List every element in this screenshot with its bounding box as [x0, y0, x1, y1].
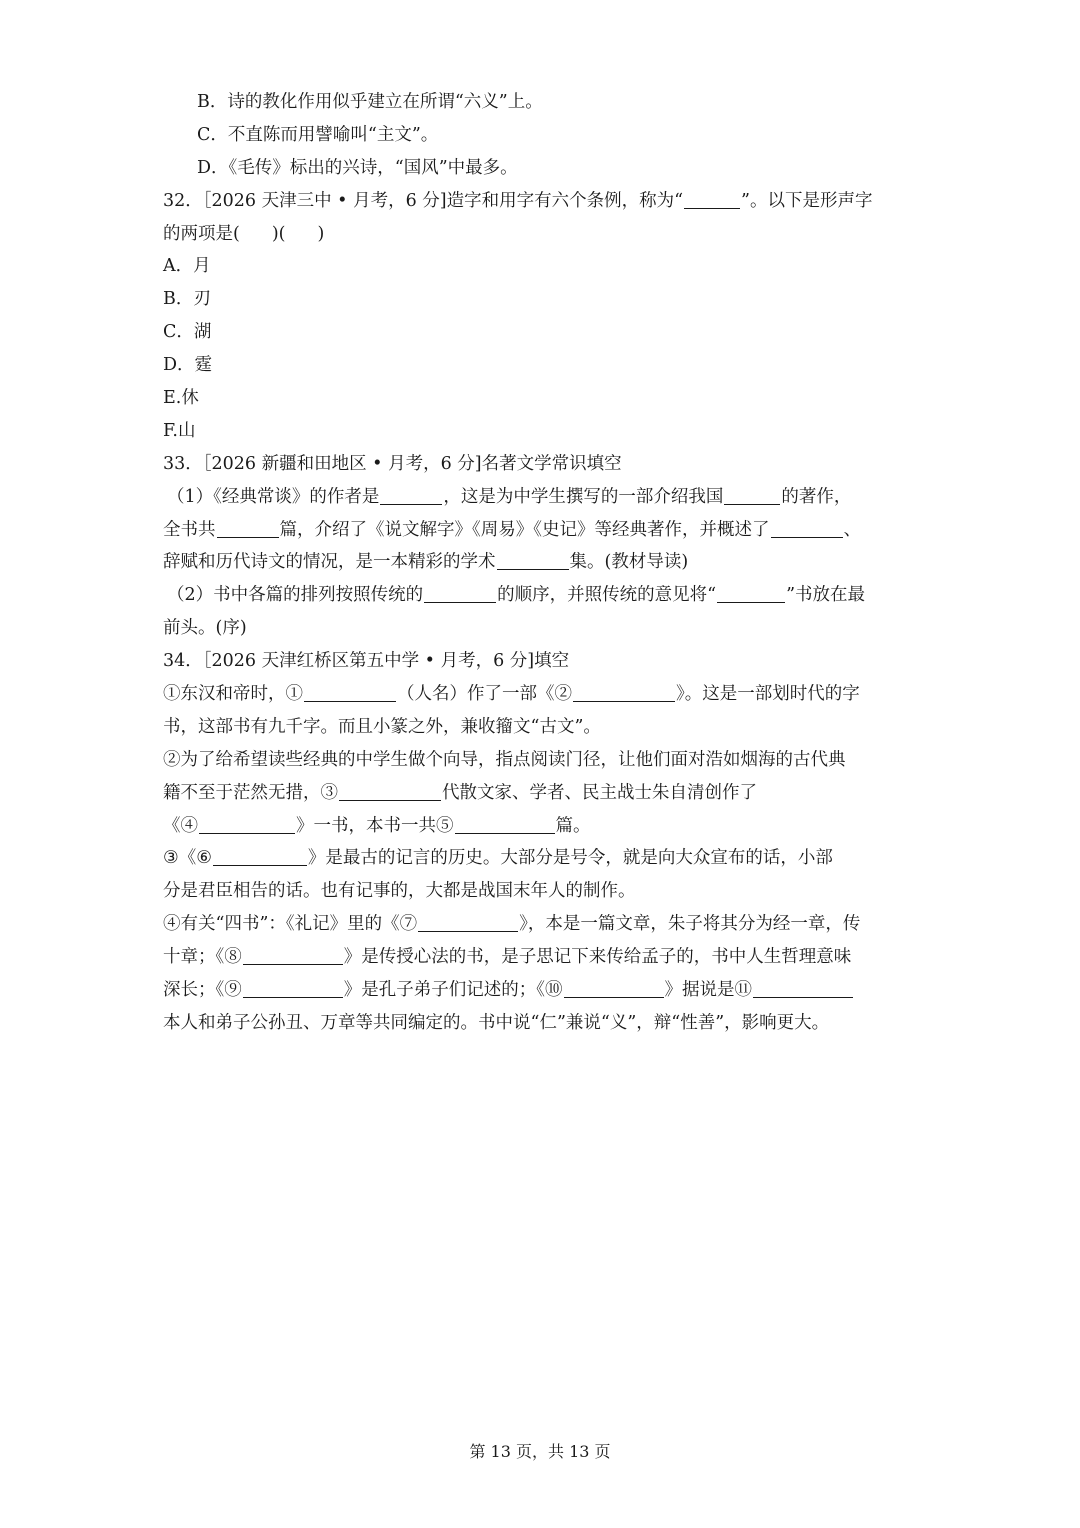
q34-text: ③《⑥	[163, 848, 212, 869]
q33-blank-topic[interactable]	[724, 483, 780, 505]
q34-text: ④有关“四书”：《礼记》里的《⑦	[163, 914, 418, 935]
q34-text: 》是孔子弟子们记述的；《⑩	[343, 980, 563, 1001]
q34-text: 篇。	[555, 815, 591, 836]
q31-option-d: D．《毛传》标出的兴诗，“国风”中最多。	[197, 157, 518, 178]
q34-text: 籍不至于茫然无措，③	[163, 782, 338, 803]
q31-option-c: C．不直陈而用譬喻叫“主文”。	[197, 124, 439, 145]
q34-s4-line3	[163, 974, 923, 1007]
q34-header: 34．［2026 天津红桥区第五中学 • 月考，6 分]填空	[163, 651, 570, 672]
page-number-footer: 第 13 页，共 13 页	[469, 1442, 611, 1461]
q34-s1-line2: 书，这部书有九千字。而且小篆之外，兼收籀文“古文”。	[163, 716, 601, 737]
q33-blank-author[interactable]	[380, 483, 442, 505]
q34-s3-line1	[163, 842, 923, 875]
q33-text: ，这是为中学生撰写的一部介绍我国	[443, 486, 724, 507]
q34-text: 》是最古的记言的历史。大部分是号令，就是向大众宣布的话，小部	[307, 848, 833, 869]
q34-blank-3[interactable]	[339, 779, 441, 801]
page-content	[163, 86, 923, 1040]
q33-part2-line1	[163, 579, 923, 612]
q34-text: ①东汉和帝时，①	[163, 684, 303, 705]
q33-text: （2）书中各篇的排列按照传统的	[167, 585, 424, 606]
q33-part2-line2: 前头。(序)	[163, 618, 247, 639]
q34-blank-7[interactable]	[418, 910, 518, 932]
q33-text: 的顺序，并照传统的意见将“	[497, 585, 717, 606]
q34-text: 深长；《⑨	[163, 980, 242, 1001]
q33-blank-first-book[interactable]	[717, 581, 785, 603]
q34-text: 《④	[163, 815, 198, 836]
q34-s1-line1	[163, 678, 923, 711]
q34-blank-5[interactable]	[455, 812, 555, 834]
q34-blank-4[interactable]	[199, 812, 295, 834]
q33-text: 篇，介绍了《说文解字》《周易》《史记》等经典著作，并概述了	[279, 519, 770, 540]
q34-text: 》。这是一部划时代的字	[676, 684, 860, 705]
q33-text: ”书放在最	[786, 585, 866, 606]
q32-option-b: B．刃	[163, 289, 211, 310]
q33-blank-genre[interactable]	[771, 516, 843, 538]
q34-text: （人名）作了一部《②	[397, 684, 572, 705]
q32-stem-line2	[163, 218, 923, 251]
q33-text: 全书共	[163, 519, 216, 540]
q34-blank-11[interactable]	[753, 976, 853, 998]
q33-text: 辞赋和历代诗文的情况，是一本精彩的学术	[163, 552, 496, 573]
q32-text: )(	[271, 223, 286, 244]
q34-blank-8[interactable]	[243, 943, 343, 965]
q33-header: 33．［2026 新疆和田地区 • 月考，6 分]名著文学常识填空	[163, 453, 622, 474]
q34-blank-10[interactable]	[564, 976, 664, 998]
q34-blank-9[interactable]	[243, 976, 343, 998]
q34-text: 》，本是一篇文章，朱子将其分为经一章，传	[519, 914, 861, 935]
q33-blank-order[interactable]	[424, 581, 496, 603]
q34-blank-2[interactable]	[573, 680, 675, 702]
q33-text: 的著作，	[781, 486, 852, 507]
q32-blank-name[interactable]	[684, 187, 740, 209]
q32-text: )	[317, 223, 325, 244]
q34-s2-line3	[163, 810, 923, 843]
q34-blank-6[interactable]	[213, 844, 307, 866]
q34-s4-line4: 本人和弟子公孙丑、万章等共同编定的。书中说“仁”兼说“义”，辩“性善”，影响更大。	[163, 1012, 830, 1033]
q33-part1-line1	[163, 481, 923, 514]
q33-text: 集。(教材导读)	[569, 552, 689, 573]
q34-text: 十章；《⑧	[163, 947, 242, 968]
q34-s2-line2	[163, 777, 923, 810]
q32-option-c: C．湖	[163, 322, 212, 343]
q34-text: 》据说是⑪	[664, 980, 752, 1001]
q32-text: 32．［2026 天津三中 • 月考，6 分]造字和用字有六个条例，称为“	[163, 190, 684, 211]
q34-s4-line1	[163, 908, 923, 941]
q34-s4-line2	[163, 941, 923, 974]
q34-text: 代散文家、学者、民主战士朱自清创作了	[442, 782, 757, 803]
q34-s3-line2: 分是君臣相告的话。也有记事的，大都是战国末年人的制作。	[163, 881, 636, 902]
q32-option-d: D．霆	[163, 355, 213, 376]
q33-part1-line2	[163, 514, 923, 547]
q32-option-e: E.休	[163, 388, 199, 409]
q34-s2-line1: ②为了给希望读些经典的中学生做个向导，指点阅读门径，让他们面对浩如烟海的古代典	[163, 749, 846, 770]
q32-option-a: A．月	[163, 256, 211, 277]
q34-text: 》是传授心法的书，是子思记下来传给孟子的，书中人生哲理意味	[343, 947, 852, 968]
q32-text: 的两项是(	[163, 223, 240, 244]
q34-blank-1[interactable]	[304, 680, 396, 702]
q34-text: 》一书，本书一共⑤	[296, 815, 454, 836]
q32-text: ”。以下是形声字	[741, 190, 873, 211]
q33-blank-count[interactable]	[217, 516, 279, 538]
q32-option-f: F.山	[163, 420, 196, 441]
q32-stem-line1	[163, 185, 923, 218]
q33-text: 、	[843, 519, 861, 540]
q31-option-b: B．诗的教化作用似乎建立在所谓“六义”上。	[197, 92, 543, 112]
q33-text: （1）《经典常谈》的作者是	[167, 486, 380, 507]
q33-part1-line3	[163, 546, 923, 579]
q33-blank-book-type[interactable]	[497, 548, 569, 570]
